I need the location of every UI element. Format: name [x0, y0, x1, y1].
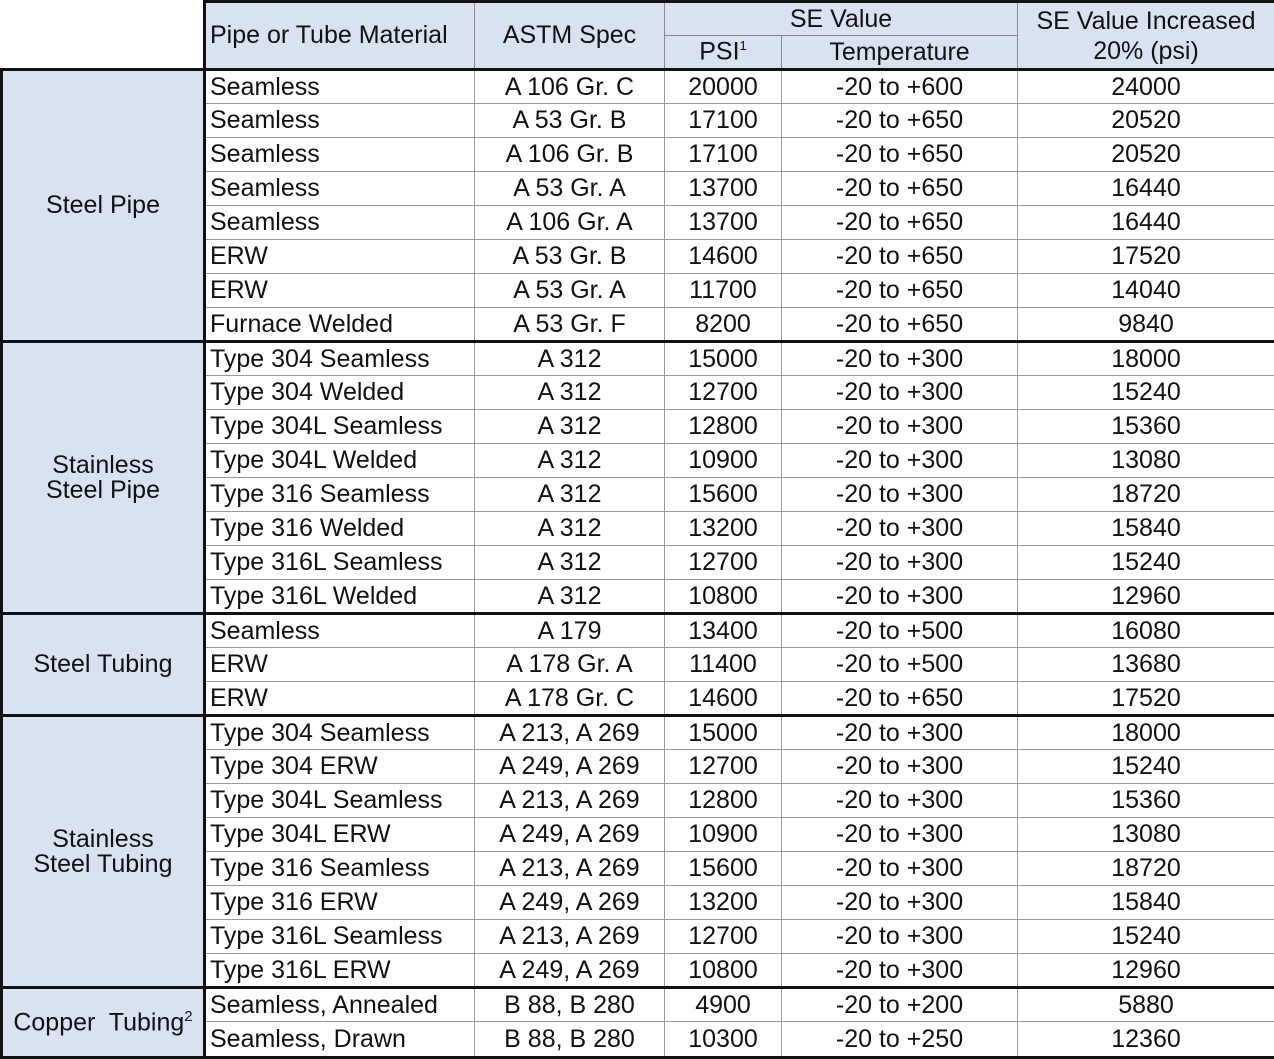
cell-material: Type 304L ERW — [205, 818, 475, 852]
cell-increased: 18720 — [1018, 852, 1274, 886]
cell-increased: 15240 — [1018, 920, 1274, 954]
header-psi — [665, 36, 782, 70]
cell-psi: 12800 — [665, 784, 782, 818]
cell-material: Type 304L Seamless — [205, 410, 475, 444]
category-steel-tubing: Steel Tubing — [2, 614, 205, 716]
cell-temperature: -20 to +300 — [782, 580, 1018, 614]
cell-temperature: -20 to +650 — [782, 172, 1018, 206]
cell-temperature: -20 to +650 — [782, 274, 1018, 308]
category-line2: Steel Pipe — [46, 476, 160, 504]
header-se-increased-line1: SE Value Increased — [1036, 7, 1255, 35]
cell-temperature: -20 to +300 — [782, 410, 1018, 444]
cell-psi: 17100 — [665, 104, 782, 138]
cell-increased: 20520 — [1018, 104, 1274, 138]
cell-astm: A 213, A 269 — [475, 784, 665, 818]
table-row — [2, 70, 1274, 104]
cell-psi: 13200 — [665, 512, 782, 546]
category-copper-tubing — [2, 988, 205, 1058]
cell-increased: 16440 — [1018, 206, 1274, 240]
cell-psi: 15000 — [665, 342, 782, 376]
cell-astm: A 53 Gr. A — [475, 274, 665, 308]
cell-temperature: -20 to +300 — [782, 376, 1018, 410]
cell-psi: 10900 — [665, 444, 782, 478]
cell-increased: 18720 — [1018, 478, 1274, 512]
cell-increased: 20520 — [1018, 138, 1274, 172]
cell-astm: A 249, A 269 — [475, 886, 665, 920]
cell-increased: 15840 — [1018, 886, 1274, 920]
cell-psi: 15000 — [665, 716, 782, 750]
category-footnote: 2 — [184, 1008, 192, 1025]
cell-increased: 18000 — [1018, 716, 1274, 750]
cell-material: Type 316L Welded — [205, 580, 475, 614]
cell-astm: A 312 — [475, 512, 665, 546]
corner-blank — [2, 2, 205, 70]
cell-increased: 13080 — [1018, 818, 1274, 852]
cell-psi: 10300 — [665, 1022, 782, 1058]
cell-increased: 17520 — [1018, 682, 1274, 716]
cell-material: Seamless — [205, 172, 475, 206]
cell-material: Seamless, Drawn — [205, 1022, 475, 1058]
cell-increased: 5880 — [1018, 988, 1274, 1022]
cell-increased: 13080 — [1018, 444, 1274, 478]
cell-increased: 13680 — [1018, 648, 1274, 682]
cell-material: Type 304 Seamless — [205, 342, 475, 376]
cell-temperature: -20 to +650 — [782, 240, 1018, 274]
cell-psi: 20000 — [665, 70, 782, 104]
cell-psi: 12700 — [665, 750, 782, 784]
cell-increased: 15840 — [1018, 512, 1274, 546]
cell-psi: 15600 — [665, 852, 782, 886]
cell-psi: 13200 — [665, 886, 782, 920]
cell-temperature: -20 to +300 — [782, 478, 1018, 512]
cell-material: ERW — [205, 274, 475, 308]
cell-temperature: -20 to +300 — [782, 546, 1018, 580]
cell-psi: 17100 — [665, 138, 782, 172]
cell-temperature: -20 to +650 — [782, 104, 1018, 138]
table-row — [2, 988, 1274, 1022]
category-label: Copper Tubing — [13, 1009, 184, 1037]
cell-material: Type 316L Seamless — [205, 546, 475, 580]
cell-psi: 12700 — [665, 546, 782, 580]
cell-astm: A 213, A 269 — [475, 920, 665, 954]
cell-psi: 15600 — [665, 478, 782, 512]
category-stainless-steel-tubing — [2, 716, 205, 988]
cell-material: Seamless — [205, 614, 475, 648]
cell-temperature: -20 to +250 — [782, 1022, 1018, 1058]
cell-material: Type 304 ERW — [205, 750, 475, 784]
cell-increased: 15240 — [1018, 750, 1274, 784]
cell-temperature: -20 to +300 — [782, 920, 1018, 954]
cell-astm: A 53 Gr. B — [475, 240, 665, 274]
category-line1: Stainless — [52, 825, 153, 853]
cell-astm: A 312 — [475, 580, 665, 614]
header-psi-label: PSI — [699, 38, 739, 66]
cell-psi: 4900 — [665, 988, 782, 1022]
cell-psi: 12700 — [665, 920, 782, 954]
cell-temperature: -20 to +500 — [782, 648, 1018, 682]
header-se-value: SE Value — [665, 2, 1018, 36]
cell-material: Type 304 Seamless — [205, 716, 475, 750]
category-line2: Steel Tubing — [34, 850, 173, 878]
cell-psi: 10800 — [665, 580, 782, 614]
cell-temperature: -20 to +650 — [782, 206, 1018, 240]
cell-temperature: -20 to +300 — [782, 852, 1018, 886]
cell-astm: A 213, A 269 — [475, 716, 665, 750]
cell-material: Furnace Welded — [205, 308, 475, 342]
cell-temperature: -20 to +300 — [782, 886, 1018, 920]
cell-astm: A 312 — [475, 410, 665, 444]
cell-astm: A 312 — [475, 376, 665, 410]
cell-astm: A 312 — [475, 546, 665, 580]
cell-temperature: -20 to +300 — [782, 750, 1018, 784]
cell-psi: 14600 — [665, 240, 782, 274]
cell-temperature: -20 to +300 — [782, 444, 1018, 478]
cell-material: ERW — [205, 648, 475, 682]
cell-temperature: -20 to +300 — [782, 716, 1018, 750]
header-se-increased-line2: 20% (psi) — [1093, 37, 1199, 65]
cell-temperature: -20 to +200 — [782, 988, 1018, 1022]
cell-psi: 11700 — [665, 274, 782, 308]
header-material: Pipe or Tube Material — [205, 2, 475, 70]
header-temperature: Temperature — [782, 36, 1018, 70]
cell-increased: 17520 — [1018, 240, 1274, 274]
cell-increased: 12960 — [1018, 580, 1274, 614]
cell-astm: A 249, A 269 — [475, 818, 665, 852]
cell-astm: A 179 — [475, 614, 665, 648]
cell-increased: 15240 — [1018, 376, 1274, 410]
cell-temperature: -20 to +300 — [782, 342, 1018, 376]
cell-astm: A 312 — [475, 478, 665, 512]
cell-temperature: -20 to +300 — [782, 818, 1018, 852]
cell-psi: 10800 — [665, 954, 782, 988]
cell-temperature: -20 to +500 — [782, 614, 1018, 648]
cell-astm: A 249, A 269 — [475, 750, 665, 784]
cell-temperature: -20 to +300 — [782, 512, 1018, 546]
cell-increased: 16080 — [1018, 614, 1274, 648]
cell-material: ERW — [205, 240, 475, 274]
cell-temperature: -20 to +600 — [782, 70, 1018, 104]
cell-material: Seamless, Annealed — [205, 988, 475, 1022]
cell-material: Type 304L Seamless — [205, 784, 475, 818]
cell-increased: 15360 — [1018, 410, 1274, 444]
cell-increased: 12960 — [1018, 954, 1274, 988]
table-row — [2, 716, 1274, 750]
cell-psi: 13700 — [665, 206, 782, 240]
category-stainless-steel-pipe — [2, 342, 205, 614]
cell-psi: 12800 — [665, 410, 782, 444]
cell-temperature: -20 to +300 — [782, 784, 1018, 818]
cell-psi: 11400 — [665, 648, 782, 682]
table-row — [2, 342, 1274, 376]
cell-astm: A 53 Gr. A — [475, 172, 665, 206]
cell-increased: 15240 — [1018, 546, 1274, 580]
cell-astm: A 178 Gr. A — [475, 648, 665, 682]
cell-increased: 14040 — [1018, 274, 1274, 308]
cell-psi: 10900 — [665, 818, 782, 852]
cell-increased: 16440 — [1018, 172, 1274, 206]
cell-temperature: -20 to +650 — [782, 308, 1018, 342]
cell-astm: A 106 Gr. A — [475, 206, 665, 240]
cell-material: Type 316 Seamless — [205, 852, 475, 886]
cell-material: Type 304 Welded — [205, 376, 475, 410]
cell-increased: 15360 — [1018, 784, 1274, 818]
cell-increased: 24000 — [1018, 70, 1274, 104]
cell-material: Type 316 Welded — [205, 512, 475, 546]
cell-astm: A 178 Gr. C — [475, 682, 665, 716]
cell-material: Seamless — [205, 206, 475, 240]
category-steel-pipe: Steel Pipe — [2, 70, 205, 342]
cell-increased: 18000 — [1018, 342, 1274, 376]
cell-astm: A 106 Gr. B — [475, 138, 665, 172]
cell-material: Seamless — [205, 70, 475, 104]
cell-material: Type 316L ERW — [205, 954, 475, 988]
cell-material: Type 304L Welded — [205, 444, 475, 478]
cell-psi: 13400 — [665, 614, 782, 648]
cell-astm: A 213, A 269 — [475, 852, 665, 886]
cell-increased: 12360 — [1018, 1022, 1274, 1058]
cell-psi: 13700 — [665, 172, 782, 206]
cell-astm: B 88, B 280 — [475, 988, 665, 1022]
category-line1: Stainless — [52, 451, 153, 479]
header-se-increased — [1018, 2, 1274, 70]
cell-temperature: -20 to +300 — [782, 954, 1018, 988]
cell-astm: A 249, A 269 — [475, 954, 665, 988]
cell-astm: A 312 — [475, 444, 665, 478]
cell-astm: B 88, B 280 — [475, 1022, 665, 1058]
cell-material: ERW — [205, 682, 475, 716]
cell-material: Type 316 Seamless — [205, 478, 475, 512]
header-astm-spec: ASTM Spec — [475, 2, 665, 70]
cell-temperature: -20 to +650 — [782, 138, 1018, 172]
cell-material: Seamless — [205, 104, 475, 138]
cell-astm: A 53 Gr. F — [475, 308, 665, 342]
cell-astm: A 53 Gr. B — [475, 104, 665, 138]
header-psi-footnote: 1 — [740, 38, 747, 53]
cell-temperature: -20 to +650 — [782, 682, 1018, 716]
cell-material: Seamless — [205, 138, 475, 172]
cell-psi: 14600 — [665, 682, 782, 716]
cell-astm: A 312 — [475, 342, 665, 376]
cell-psi: 8200 — [665, 308, 782, 342]
cell-astm: A 106 Gr. C — [475, 70, 665, 104]
cell-increased: 9840 — [1018, 308, 1274, 342]
table-row — [2, 614, 1274, 648]
cell-material: Type 316 ERW — [205, 886, 475, 920]
cell-material: Type 316L Seamless — [205, 920, 475, 954]
cell-psi: 12700 — [665, 376, 782, 410]
